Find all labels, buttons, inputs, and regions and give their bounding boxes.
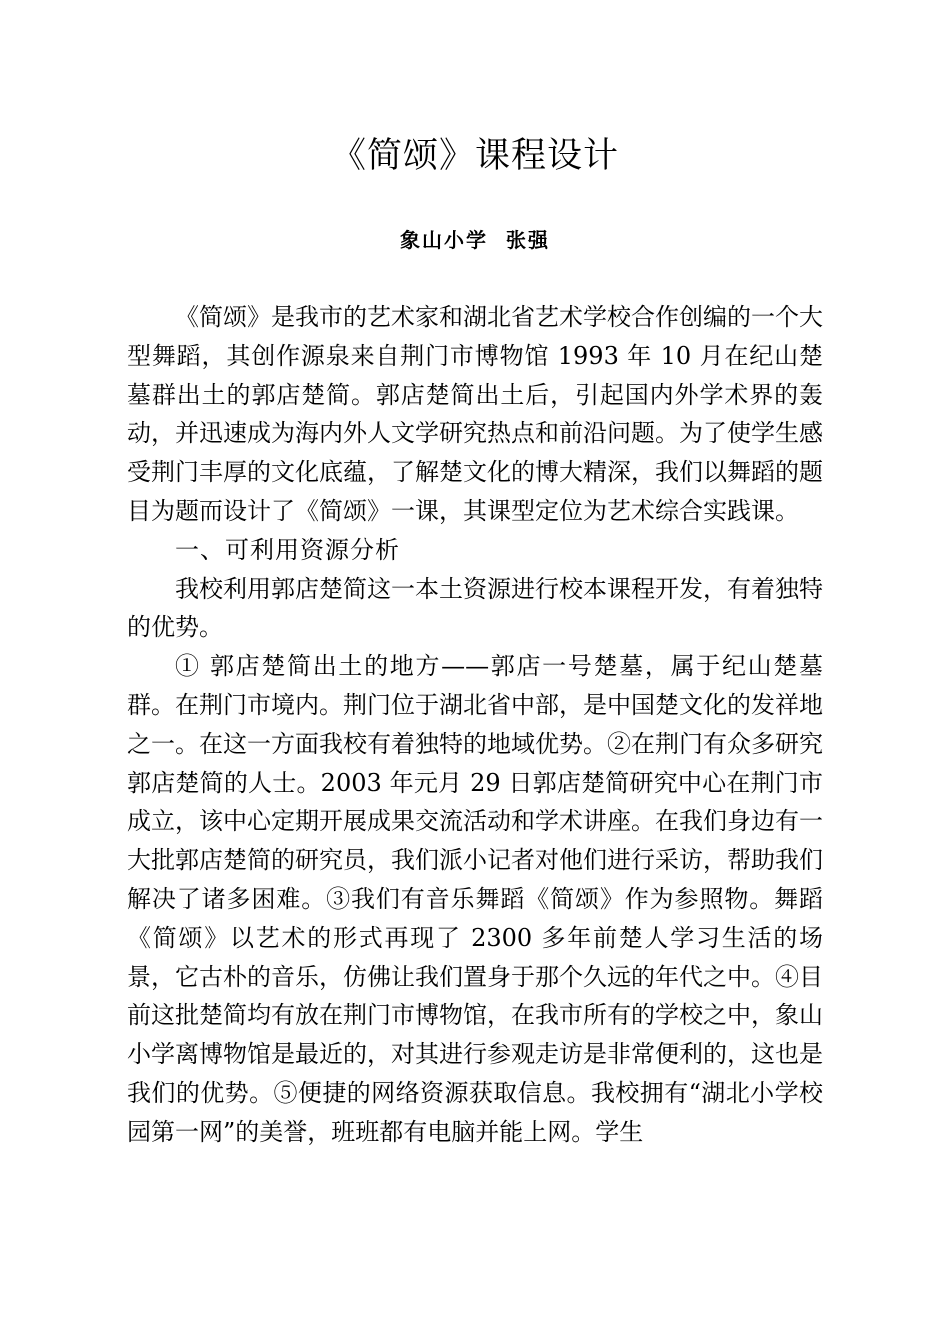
author-line: [0, 226, 950, 254]
section-heading-resources: 一、可利用资源分析: [175, 535, 400, 564]
author-school: 象山小学: [400, 228, 488, 252]
document-title: 《简颂》课程设计: [330, 136, 619, 176]
paragraph-intro: 《简颂》是我市的艺术家和湖北省艺术学校合作创编的一个大型舞蹈，其创作源泉来自荆门市博物馆 1993 年 10 月在纪山楚墓群出土的郭店楚简。郭店楚简出土后，引起国内外学术界的轰动，并迅速成为海内外人文学研究热点和前沿问题。为了使学生感受荆门丰厚的文化底蕴，了解楚文化的博大精深，我们以舞蹈的题目为题而设计了《简颂》一课，其课型定位为艺术综合实践课。: [127, 303, 823, 525]
author-name: 张强: [506, 228, 550, 252]
document-body: [127, 298, 823, 1152]
paragraph-resources-detail: ① 郭店楚简出土的地方——郭店一号楚墓，属于纪山楚墓群。在荆门市境内。荆门位于湖北省中部，是中国楚文化的发祥地之一。在这一方面我校有着独特的地域优势。②在荆门有众多研究郭店楚简的人士。2003 年元月 29 日郭店楚简研究中心在荆门市成立，该中心定期开展成果交流活动和学术讲座。在我们身边有一大批郭店楚简的研究员，我们派小记者对他们进行采访，帮助我们解决了诸多困难。③我们有音乐舞蹈《简颂》作为参照物。舞蹈《简颂》以艺术的形式再现了 2300 多年前楚人学习生活的场景，它古朴的音乐，仿佛让我们置身于那个久远的年代之中。④目前这批楚简均有放在荆门市博物馆，在我市所有的学校之中，象山小学离博物馆是最近的，对其进行参观走访是非常便利的，这也是我们的优势。⑤便捷的网络资源获取信息。我校拥有“湖北小学校园第一网”的美誉，班班都有电脑并能上网。学生: [127, 652, 823, 1146]
paragraph-resources-lead: 我校利用郭店楚简这一本土资源进行校本课程开发，有着独特的优势。: [127, 574, 823, 642]
